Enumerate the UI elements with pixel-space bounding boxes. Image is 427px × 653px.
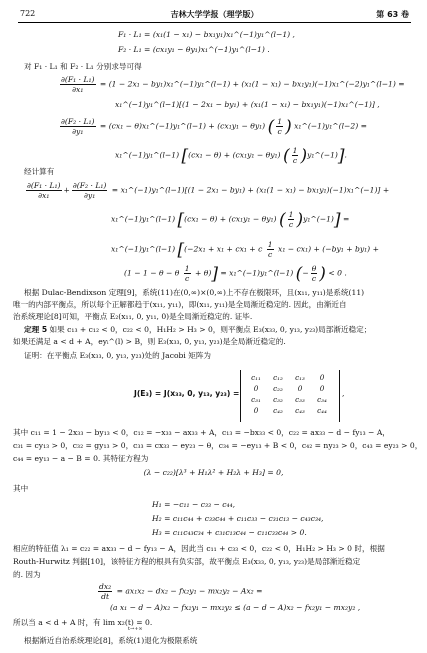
matrix-table xyxy=(245,372,333,416)
numerator: dx₂ xyxy=(99,582,112,591)
factor: y₁^(−1) xyxy=(307,150,338,160)
bracket-term-tail: + θ) xyxy=(195,268,212,278)
numerator: 1 xyxy=(277,117,283,126)
running-header xyxy=(18,6,411,23)
matrix-cell: c₃₁ xyxy=(251,395,261,404)
matrix-cell: c₃₂ xyxy=(273,395,283,404)
denominator: ∂x₁ xyxy=(72,85,84,94)
equation-line: F₂ · L₁ = (cx₁y₁ − θy₁)x₁^(−1)y₁^(l−1) . xyxy=(118,45,270,54)
h-definition: H₃ = c₁₁c₄₃c₃₄ + c₃₁c₁₃c₄₄ − c₁₁c₃₃c₄₄ > 0. xyxy=(152,528,307,537)
matrix-cell: 0 xyxy=(319,384,325,393)
denominator: c xyxy=(292,156,298,165)
inequality: < 0 . xyxy=(328,268,347,278)
factor: x₁^(−1)y₁^(l−1) xyxy=(111,214,176,224)
matrix-label: J(E₃) = J(x₃₃, 0, y₁₃, y₂₃) = xyxy=(134,389,240,398)
paragraph-line: Routh-Hurwitz 判据[10]，该特征方程的根具有负实部，故平衡点 E₃(x₃₃, 0, y₁₃, y₂₃)是局部渐近稳定 xyxy=(13,557,361,566)
theorem-label: 定理 5 xyxy=(24,325,48,334)
denominator: c xyxy=(311,274,317,283)
denominator: c xyxy=(288,220,294,229)
matrix-row xyxy=(245,383,333,394)
paragraph-line: c₄₄ = ey₁₃ − a − B = 0. 其特征方程为 xyxy=(13,454,149,463)
matrix-cell: c₁₂ xyxy=(273,373,283,382)
matrix-row xyxy=(245,405,333,416)
paragraph-line: 所以当 a < d + A 时，有 lim x₂(t) = 0. xyxy=(13,618,153,627)
matrix-cell: c₁₃ xyxy=(295,373,305,382)
fraction xyxy=(311,264,318,283)
jacobian-matrix xyxy=(134,370,348,422)
limit-subscript: t→+∞ xyxy=(128,626,143,632)
fraction xyxy=(72,181,108,200)
equation-line: $\frac{\text{∂(F₁ · L₁)}}{\text{∂x₁}}$ + $\frac{\text{∂(F₂ · L₁)}}{\text{∂y₁}}$ = x₁^(−1)y₁^(l−1)[(1 − 2x₁ − by₁) + (x₁(1 − x₁) − bx₁y₁)(−1)x₁^(−1)] + xyxy=(27,181,390,200)
equation-line: (a x₁ − d − A)x₂ − fx₂y₁ − mx₂y₂ ≤ (a − d − A)x₂ − fx₂y₁ − mx₂y₂ , xyxy=(110,603,361,612)
fraction xyxy=(267,240,274,259)
matrix-cell: 0 xyxy=(253,406,259,415)
text-line: 经计算有 xyxy=(24,167,55,176)
bracket-term-tail: x₁ − cx₁) + (−by₁ + by₁) + xyxy=(278,244,379,254)
equation-line: x₁^(−1)y₁^(l−1) [(cx₁ − θ) + (cx₁y₁ − θy₁) ( $\frac{1}{c}$ )y₁^(−1)] = xyxy=(111,209,350,230)
factor: x₁^(−1)y₁^(l−1) xyxy=(115,150,180,160)
numerator: 1 xyxy=(288,210,294,219)
paragraph-line: 的. 因为 xyxy=(13,570,41,579)
denominator: c xyxy=(268,250,273,259)
fraction xyxy=(276,117,283,136)
fraction xyxy=(292,146,299,165)
factor: x₁^(−1)y₁^(l−1) xyxy=(111,244,176,254)
h-definition: H₂ = c₁₁c₄₄ + c₃₃c₄₄ + c₁₁c₃₃ − c₃₁c₁₃ − c₄₃c₃₄, xyxy=(152,514,324,523)
bracket-term: (−2x₁ + x₁ + cx₁ + c xyxy=(184,244,263,254)
numerator: ∂(F₁ · L₁) xyxy=(27,181,61,190)
fraction xyxy=(60,117,96,136)
numerator: ∂(F₁ · L₁) xyxy=(61,75,95,84)
paragraph-line: 根据 Dulac-Bendixson 定理[9]，系统(11)在(0,∞)×(0,∞)上不存在极限环，且(x₁₁, y₁₁)是系统(11) xyxy=(24,288,365,297)
text-line: 对 F₁ · L₁ 和 F₂ · L₁ 分别求导可得 xyxy=(24,62,142,71)
equation-line xyxy=(96,582,262,601)
journal-title: 吉林大学学报（理学版） xyxy=(170,10,259,19)
equation-rhs: = x₁^(−1)y₁^(l−1)[(1 − 2x₁ − by₁) + (x₁(1 − x₁) − bx₁y₁)(−1)x₁^(−1)] + xyxy=(111,185,390,195)
matrix-cell: c₁₁ xyxy=(251,373,261,382)
derivative-line xyxy=(58,75,405,94)
paragraph-line: 其中 xyxy=(13,484,29,493)
equation-rhs: = ax₁x₂ − dx₂ − fx₂y₁ − mx₂y₂ − Ax₂ = xyxy=(116,586,263,596)
paragraph-line: 如果还满足 a < d + A，eyᵢ^(l) > B，则 E₃(x₃₃, 0, y₁₃, y₂₃)是全局渐近稳定的. xyxy=(13,337,286,346)
page-number: 722 xyxy=(20,9,36,18)
paragraph-line: 根据渐近自治系统理论[8]，系统(1)退化为极限系统 xyxy=(24,636,198,645)
numerator: ∂(F₂ · L₁) xyxy=(72,181,107,190)
matrix-cell: c₃₄ xyxy=(317,395,327,404)
paragraph-line: 相应的特征值 λ₁ = c₂₂ = ax₃₃ − d − fy₁₃ − A，因此当 c₁₁ + c₃₃ < 0，c₂₂ < 0，H₁H₂ > H₃ > 0 时，根据 xyxy=(13,544,385,553)
bracket-term: (cx₁ − θ) + (cx₁y₁ − θy₁) xyxy=(184,214,277,224)
fraction xyxy=(184,264,191,283)
bracket-term: (1 − 1 − θ − θ xyxy=(124,268,180,278)
matrix-cell: c₂₂ xyxy=(273,384,283,393)
factor: y₁^(−1) xyxy=(303,214,334,224)
matrix-cell: c₄₂ xyxy=(273,406,283,415)
denominator: ∂x₁ xyxy=(38,191,50,200)
fraction xyxy=(288,210,295,229)
fraction xyxy=(26,181,62,200)
equation-line: (1 − 1 − θ − θ $\frac{1}{c}$ + θ)] = x₁^(−1)y₁^(l−1) (− $\frac{\theta}{c}$ ) < 0 . xyxy=(124,263,347,284)
factor: = x₁^(−1)y₁^(l−1) xyxy=(220,268,294,278)
equation-rhs: = (cx₁ − θ)x₁^(−1)y₁^(l−1) + (cx₁y₁ − θy₁) xyxy=(99,121,266,131)
paragraph-line: 唯一的内部平衡点，所以每个正解都趋于(x₁₁, y₁₁)，即(x₁₁, y₁₁)是全局渐近稳定的. 因此，由渐近自 xyxy=(13,300,347,309)
matrix-cell: 0 xyxy=(319,373,325,382)
characteristic-equation: (λ − c₂₂)[λ³ + H₁λ² + H₂λ + H₃] = 0, xyxy=(143,468,284,477)
theorem-text: 如果 c₁₃ + c₁₂ < 0，c₂₂ < 0，H₁H₂ > H₃ > 0，则平衡点 E₃(x₃₃, 0, y₁₃, y₂₃)局部渐近稳定； xyxy=(49,325,372,334)
numerator: ∂(F₂ · L₁) xyxy=(61,117,95,126)
paragraph-line: 治系统理论[8]可知，平衡点 E₂(x₁₁, 0, y₁₁, 0)是全局渐近稳定的. 证毕. xyxy=(13,312,253,321)
denominator: ∂y₁ xyxy=(72,127,84,136)
matrix-cell: 0 xyxy=(253,384,259,393)
matrix-brackets xyxy=(240,370,340,422)
volume-label: 第 63 卷 xyxy=(376,10,409,19)
paragraph-line: 证明：在平衡点 E₃(x₃₃, 0, y₁₃, y₂₃)处的 Jacobi 矩阵为 xyxy=(24,351,212,360)
h-definition: H₁ = −c₁₁ − c₃₃ − c₄₄, xyxy=(152,500,236,509)
fraction xyxy=(60,75,96,94)
paragraph-line: c₃₁ = cy₁₃ > 0，c₃₂ = gy₁₃ > 0，c₃₃ = cx₃₃ − ey₂₃ − θ，c₃₄ = −ey₁₃ + B < 0，c₄₂ = ny₂₃ > 0，c₄₃ = ey₂₃ > 0， xyxy=(13,441,423,450)
numerator: 1 xyxy=(267,240,273,249)
equation-line: x₁^(−1)y₁^(l−1) [(cx₁ − θ) + (cx₁y₁ − θy₁) ( $\frac{1}{c}$ )y₁^(−1)]. xyxy=(115,145,347,166)
matrix-row xyxy=(245,372,333,383)
derivative-line: $\frac{\text{∂(F₂ · L₁)}}{\text{∂y₁}}$ = (cx₁ − θ)x₁^(−1)y₁^(l−1) + (cx₁y₁ − θy₁) ( $\frac{1}{c}$ ) x₁^(−1)y₁^(l−2) = xyxy=(61,116,367,137)
bracket-term: (cx₁ − θ) + (cx₁y₁ − θy₁) xyxy=(188,150,281,160)
equation-line: F₁ · L₁ = (x₁(1 − x₁) − bx₁y₁)x₁^(−1)y₁^(l−1) , xyxy=(118,30,295,39)
fraction xyxy=(98,582,112,601)
equation-line: x₁^(−1)y₁^(l−1) [(−2x₁ + x₁ + cx₁ + c $\frac{1}{c}$ x₁ − cx₁) + (−by₁ + by₁) + xyxy=(111,239,379,260)
equation-line: x₁^(−1)y₁^(l−1)[(1 − 2x₁ − by₁) + (x₁(1 − x₁) − bx₁y₁)(−1)x₁^(−1)] , xyxy=(115,100,380,109)
denominator: c xyxy=(185,274,190,283)
matrix-row xyxy=(245,394,333,405)
numerator: 1 xyxy=(184,264,190,273)
equation-rhs: = (1 − 2x₁ − by₁)x₁^(−1)y₁^(l−1) + (x₁(1 − x₁) − bx₁y₁)(−1)x₁^(−2)y₁^(l−1) = xyxy=(99,79,405,89)
denominator: c xyxy=(277,127,282,136)
denominator: dt xyxy=(101,592,110,601)
paragraph-line: 其中 c₁₁ = 1 − 2x₃₃ − by₁₃ < 0，c₁₂ = −x₃₃ − ax₃₃ + A，c₁₃ = −bx₃₃ < 0，c₂₂ = ax₃₃ − d − fy₁₃ − A， xyxy=(13,428,390,437)
matrix-end: , xyxy=(342,389,345,398)
numerator: 1 xyxy=(292,146,298,155)
matrix-cell: 0 xyxy=(297,384,303,393)
denominator: ∂y₁ xyxy=(83,191,96,200)
theorem-line xyxy=(24,325,371,335)
numerator: θ xyxy=(311,264,317,273)
equation-rhs-tail: x₁^(−1)y₁^(l−2) = xyxy=(294,121,367,131)
matrix-cell: c₄₄ xyxy=(317,406,327,415)
matrix-cell: c₃₃ xyxy=(295,395,305,404)
matrix-cell: c₄₃ xyxy=(295,406,305,415)
